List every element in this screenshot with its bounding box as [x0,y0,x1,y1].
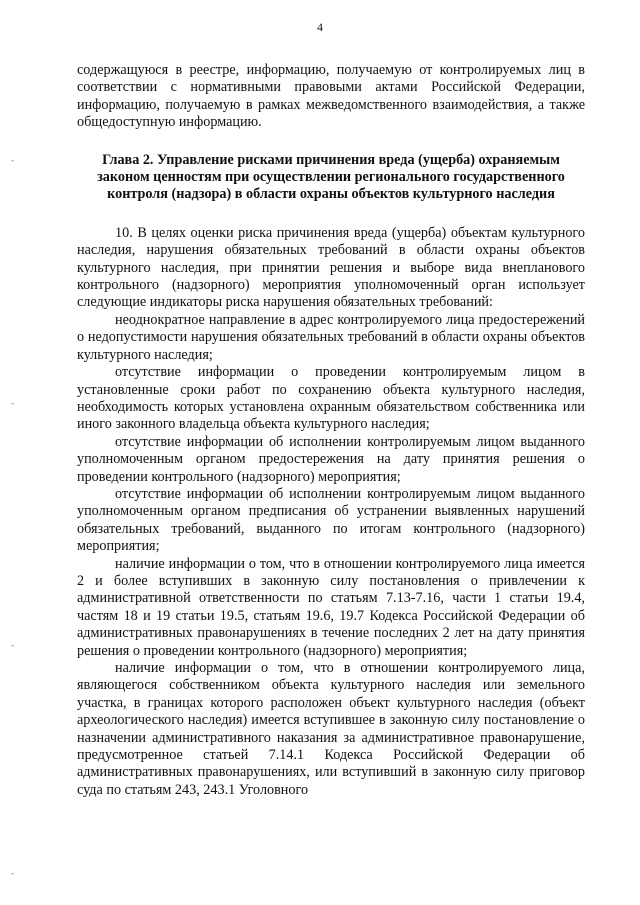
risk-indicator-5: наличие информации о том, что в отношении контролируемого лица имеется 2 и более вступивших в законную силу постановления о привлечении к административной ответственности по статьям 7.13-7.16, части 1 статьи 19.4, частям 18 и 19 статьи 19.5, статьям 19.6, 19.7 Кодекса Российской Федерации об административных правонарушениях в течение последних 2 лет на дату принятия решения о проведении контрольного (надзорного) мероприятия; [77,555,585,659]
chapter-heading: Глава 2. Управление рисками причинения вреда (ущерба) охраняемым законом ценностям при осуществлении регионального государственного контроля (надзора) в области охраны объектов культурного наследия [97,151,565,203]
margin-mark: - [11,155,14,165]
risk-indicator-4: отсутствие информации об исполнении контролируемым лицом выданного уполномоченным органом предписания об устранении выявленных нарушений обязательных требований, выданного по итогам контрольного (надзорного) мероприятия; [77,485,585,555]
document-body [77,62,585,799]
risk-indicator-6: наличие информации о том, что в отношении контролируемого лица, являющегося собственником объекта культурного наследия или земельного участка, в границах которого расположен объект культурного наследия (объект археологического наследия) имеется вступившее в законную силу постановление о назначении административного наказания за административное правонарушение, предусмотренное статьей 7.14.1 Кодекса Российской Федерации об административных правонарушениях, или вступивший в законную силу приговор суда по статьям 243, 243.1 Уголовного [77,660,585,798]
risk-indicator-2: отсутствие информации о проведении контролируемым лицом в установленные сроки работ по сохранению объекта культурного наследия, необходимость которых установлена охранным обязательством собственника или иного законного владельца объекта культурного наследия; [77,364,585,433]
intro-paragraph: содержащуюся в реестре, информацию, получаемую от контролируемых лиц в соответствии с нормативными правовыми актами Российской Федерации, информацию, получаемую в рамках межведомственного взаимодействия, а также общедоступную информацию. [77,62,585,131]
page-number: 4 [317,20,323,34]
margin-mark: - [11,640,14,650]
risk-indicator-1: неоднократное направление в адрес контролируемого лица предостережений о недопустимости нарушения обязательных требований в области охраны объектов культурного наследия; [77,311,585,363]
margin-mark: - [11,868,14,878]
margin-mark: - [11,398,14,408]
risk-indicator-3: отсутствие информации об исполнении контролируемым лицом выданного уполномоченным органом предостережения на дату принятия решения о проведении контрольного (надзорного) мероприятия; [77,433,585,485]
paragraph-10: 10. В целях оценки риска причинения вреда (ущерба) объектам культурного наследия, нарушения обязательных требований в области охраны объектов культурного наследия, при принятии решения и выборе вида внепланового контрольного (надзорного) мероприятия уполномоченный орган использует следующие индикаторы риска нарушения обязательных требований: [77,224,585,311]
